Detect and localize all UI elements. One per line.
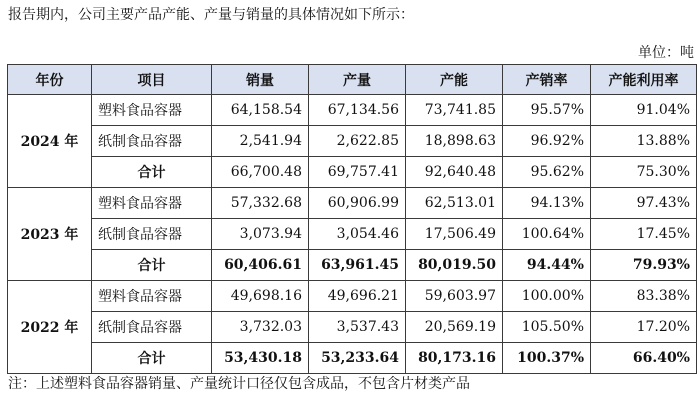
sales-cell: 66,700.48 xyxy=(212,157,309,188)
footnote: 注：上述塑料食品容器销量、产量统计口径仅包含成品，不包含片材类产品 xyxy=(8,376,470,392)
table-row xyxy=(8,95,697,126)
sales-rate-cell: 94.44% xyxy=(503,250,591,281)
sales-cell: 53,430.18 xyxy=(212,343,309,374)
sales-cell: 57,332.68 xyxy=(212,188,309,219)
production-cell: 67,134.56 xyxy=(309,95,406,126)
capacity-cell: 20,569.19 xyxy=(406,312,503,343)
table-header-row xyxy=(8,65,697,95)
capacity-cell: 59,603.97 xyxy=(406,281,503,312)
item-cell-total: 合计 xyxy=(92,250,212,281)
header-capacity: 产能 xyxy=(406,65,503,95)
production-cell: 69,757.41 xyxy=(309,157,406,188)
utilization-cell: 75.30% xyxy=(591,157,697,188)
header-production: 产量 xyxy=(309,65,406,95)
sales-rate-cell: 95.62% xyxy=(503,157,591,188)
table-total-row xyxy=(8,157,697,188)
sales-rate-cell: 100.37% xyxy=(503,343,591,374)
sales-cell: 3,732.03 xyxy=(212,312,309,343)
item-cell: 纸制食品容器 xyxy=(92,126,212,157)
year-cell: 2024 年 xyxy=(8,95,92,188)
sales-cell: 60,406.61 xyxy=(212,250,309,281)
sales-cell: 64,158.54 xyxy=(212,95,309,126)
unit-label: 单位：吨 xyxy=(638,45,694,61)
item-cell-total: 合计 xyxy=(92,157,212,188)
table-total-row xyxy=(8,250,697,281)
sales-cell: 49,698.16 xyxy=(212,281,309,312)
production-cell: 3,054.46 xyxy=(309,219,406,250)
sales-cell: 2,541.94 xyxy=(212,126,309,157)
production-cell: 3,537.43 xyxy=(309,312,406,343)
production-cell: 63,961.45 xyxy=(309,250,406,281)
item-cell: 纸制食品容器 xyxy=(92,219,212,250)
item-cell: 纸制食品容器 xyxy=(92,312,212,343)
header-sales: 销量 xyxy=(212,65,309,95)
table-row xyxy=(8,188,697,219)
item-cell: 塑料食品容器 xyxy=(92,281,212,312)
utilization-cell: 66.40% xyxy=(591,343,697,374)
utilization-cell: 17.20% xyxy=(591,312,697,343)
table-total-row xyxy=(8,343,697,374)
capacity-cell: 18,898.63 xyxy=(406,126,503,157)
header-utilization: 产能利用率 xyxy=(591,65,697,95)
header-item: 项目 xyxy=(92,65,212,95)
sales-rate-cell: 100.00% xyxy=(503,281,591,312)
year-cell: 2023 年 xyxy=(8,188,92,281)
year-cell: 2022 年 xyxy=(8,281,92,374)
capacity-cell: 80,173.16 xyxy=(406,343,503,374)
sales-rate-cell: 100.64% xyxy=(503,219,591,250)
table-row xyxy=(8,312,697,343)
item-cell: 塑料食品容器 xyxy=(92,188,212,219)
capacity-production-sales-table xyxy=(7,64,697,374)
sales-rate-cell: 94.13% xyxy=(503,188,591,219)
utilization-cell: 97.43% xyxy=(591,188,697,219)
header-sales-rate: 产销率 xyxy=(503,65,591,95)
table-row xyxy=(8,281,697,312)
table-row xyxy=(8,126,697,157)
production-cell: 49,696.21 xyxy=(309,281,406,312)
sales-rate-cell: 95.57% xyxy=(503,95,591,126)
capacity-cell: 73,741.85 xyxy=(406,95,503,126)
capacity-cell: 92,640.48 xyxy=(406,157,503,188)
capacity-cell: 17,506.49 xyxy=(406,219,503,250)
utilization-cell: 91.04% xyxy=(591,95,697,126)
utilization-cell: 17.45% xyxy=(591,219,697,250)
utilization-cell: 13.88% xyxy=(591,126,697,157)
capacity-cell: 62,513.01 xyxy=(406,188,503,219)
production-cell: 2,622.85 xyxy=(309,126,406,157)
table-row xyxy=(8,219,697,250)
utilization-cell: 83.38% xyxy=(591,281,697,312)
utilization-cell: 79.93% xyxy=(591,250,697,281)
item-cell-total: 合计 xyxy=(92,343,212,374)
sales-rate-cell: 96.92% xyxy=(503,126,591,157)
header-year: 年份 xyxy=(8,65,92,95)
sales-cell: 3,073.94 xyxy=(212,219,309,250)
sales-rate-cell: 105.50% xyxy=(503,312,591,343)
intro-text: 报告期内，公司主要产品产能、产量与销量的具体情况如下所示： xyxy=(8,7,414,23)
capacity-cell: 80,019.50 xyxy=(406,250,503,281)
production-cell: 53,233.64 xyxy=(309,343,406,374)
production-cell: 60,906.99 xyxy=(309,188,406,219)
item-cell: 塑料食品容器 xyxy=(92,95,212,126)
